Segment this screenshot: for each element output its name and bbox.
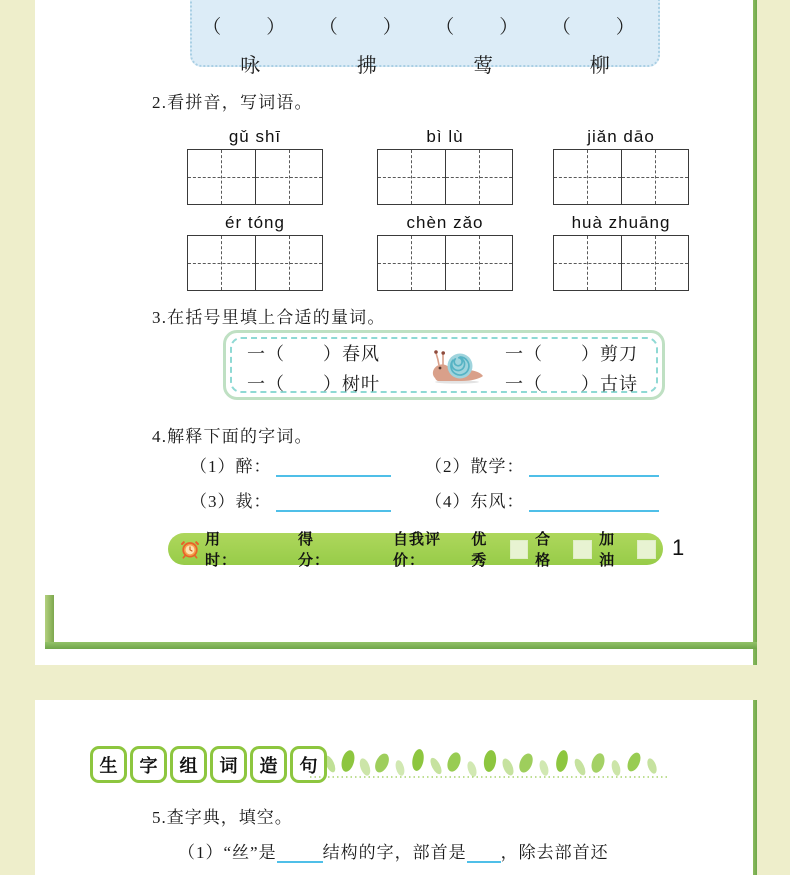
bubble-char-6: 句 (290, 746, 327, 783)
page1-corner-bracket-horizontal (45, 642, 757, 649)
pinyin-group-5 (377, 213, 513, 291)
self-eval-label: 自我评价： (392, 530, 441, 569)
blue-box-char-3: 莺 (473, 55, 494, 77)
grid-cell[interactable] (554, 236, 621, 290)
tianzige-grid-6[interactable] (553, 235, 689, 291)
pinyin-group-4 (187, 213, 323, 291)
measure-word-item-2[interactable]: 一（ ）剪刀 (505, 344, 638, 364)
measure-word-item-3[interactable]: 一（ ）树叶 (247, 374, 380, 394)
pinyin-group-1 (187, 127, 323, 205)
definition-item-1 (190, 452, 391, 477)
pinyin-label-2: bì lù (426, 127, 464, 146)
q5-blank-radical[interactable] (467, 846, 501, 863)
blue-box-paren-2[interactable]: （ ） (318, 17, 415, 38)
pinyin-label-1: gǔ shī (228, 127, 282, 146)
pinyin-group-6 (553, 213, 689, 291)
rating-excellent-label: 优秀 (471, 530, 488, 569)
tianzige-grid-4[interactable] (187, 235, 323, 291)
grid-cell[interactable] (188, 150, 255, 204)
bubble-char-1: 生 (90, 746, 127, 783)
grid-cell[interactable] (445, 150, 513, 204)
grid-cell[interactable] (188, 236, 255, 290)
page-number: 1 (672, 535, 685, 560)
blue-box-char-row (192, 49, 658, 78)
rating-pass-checkbox[interactable] (573, 540, 592, 559)
snail-illustration (427, 348, 487, 388)
blue-box-paren-3[interactable]: （ ） (435, 17, 532, 38)
leaf-border-decoration (310, 746, 668, 780)
blue-box-char-4: 柳 (589, 55, 610, 77)
definition-label-4: （4）东风： (425, 492, 525, 511)
q5-text-c: ，除去部首还 (500, 843, 609, 862)
definition-item-4 (425, 487, 659, 512)
page1-right-green-rule (753, 0, 757, 665)
measure-word-item-1[interactable]: 一（ ）春风 (247, 344, 380, 364)
grid-cell[interactable] (621, 236, 689, 290)
definition-blank-4[interactable] (529, 495, 659, 512)
alarm-clock-icon (180, 539, 200, 559)
definition-item-2 (425, 452, 659, 477)
tianzige-grid-1[interactable] (187, 149, 323, 205)
measure-word-item-4[interactable]: 一（ ）古诗 (505, 374, 638, 394)
blue-box-paren-1[interactable]: （ ） (202, 17, 299, 38)
bubble-char-4: 词 (210, 746, 247, 783)
q5-text-a: （1）“丝”是 (178, 843, 277, 862)
grid-cell[interactable] (378, 236, 445, 290)
definition-item-3 (190, 487, 391, 512)
rating-pass-label: 合格 (535, 530, 552, 569)
pinyin-group-3 (553, 127, 689, 205)
tianzige-grid-3[interactable] (553, 149, 689, 205)
worksheet-page-1 (35, 0, 757, 665)
rating-tryharder-checkbox[interactable] (637, 540, 656, 559)
tianzige-grid-2[interactable] (377, 149, 513, 205)
pinyin-label-4: ér tóng (225, 213, 285, 232)
grid-cell[interactable] (554, 150, 621, 204)
self-evaluation-bar (168, 530, 663, 569)
question-3-heading: 3.在括号里填上合适的量词。 (152, 308, 386, 327)
question-5-heading: 5.查字典，填空。 (152, 808, 293, 827)
definition-label-1: （1）醉： (190, 457, 272, 476)
time-spent-label: 用时： (205, 530, 238, 569)
definition-label-2: （2）散学： (425, 457, 525, 476)
rating-tryharder-label: 加油 (599, 530, 616, 569)
page1-corner-bracket-vertical (45, 595, 54, 643)
grid-cell[interactable] (621, 150, 689, 204)
page2-right-green-rule (753, 700, 757, 875)
rating-excellent-checkbox[interactable] (510, 540, 529, 559)
section-header-bubbles (90, 746, 330, 783)
question-2-heading: 2.看拼音，写词语。 (152, 93, 313, 112)
pinyin-label-3: jiǎn dāo (587, 127, 655, 146)
pinyin-label-5: chèn zǎo (406, 213, 484, 232)
bubble-char-5: 造 (250, 746, 287, 783)
definition-blank-3[interactable] (276, 495, 391, 512)
q5-text-b: 结构的字，部首是 (322, 843, 467, 862)
definition-label-3: （3）裁： (190, 492, 272, 511)
question-4-heading: 4.解释下面的字词。 (152, 427, 313, 446)
score-label: 得分： (297, 530, 330, 569)
grid-cell[interactable] (255, 150, 323, 204)
pinyin-label-6: huà zhuāng (571, 213, 671, 232)
pinyin-group-2 (377, 127, 513, 205)
definition-blank-2[interactable] (529, 460, 659, 477)
blue-box-char-2: 拂 (356, 55, 377, 77)
pinyin-answer-blue-box (190, 0, 660, 77)
grid-cell[interactable] (255, 236, 323, 290)
definition-blank-1[interactable] (276, 460, 391, 477)
blue-box-char-1: 咏 (240, 55, 261, 77)
blue-box-paren-row (192, 12, 658, 39)
q5-blank-structure[interactable] (277, 846, 323, 863)
grid-cell[interactable] (445, 236, 513, 290)
grid-cell[interactable] (378, 150, 445, 204)
question-5-item-1 (178, 838, 609, 863)
bubble-char-3: 组 (170, 746, 207, 783)
tianzige-grid-5[interactable] (377, 235, 513, 291)
bubble-char-2: 字 (130, 746, 167, 783)
blue-box-paren-4[interactable]: （ ） (551, 17, 648, 38)
